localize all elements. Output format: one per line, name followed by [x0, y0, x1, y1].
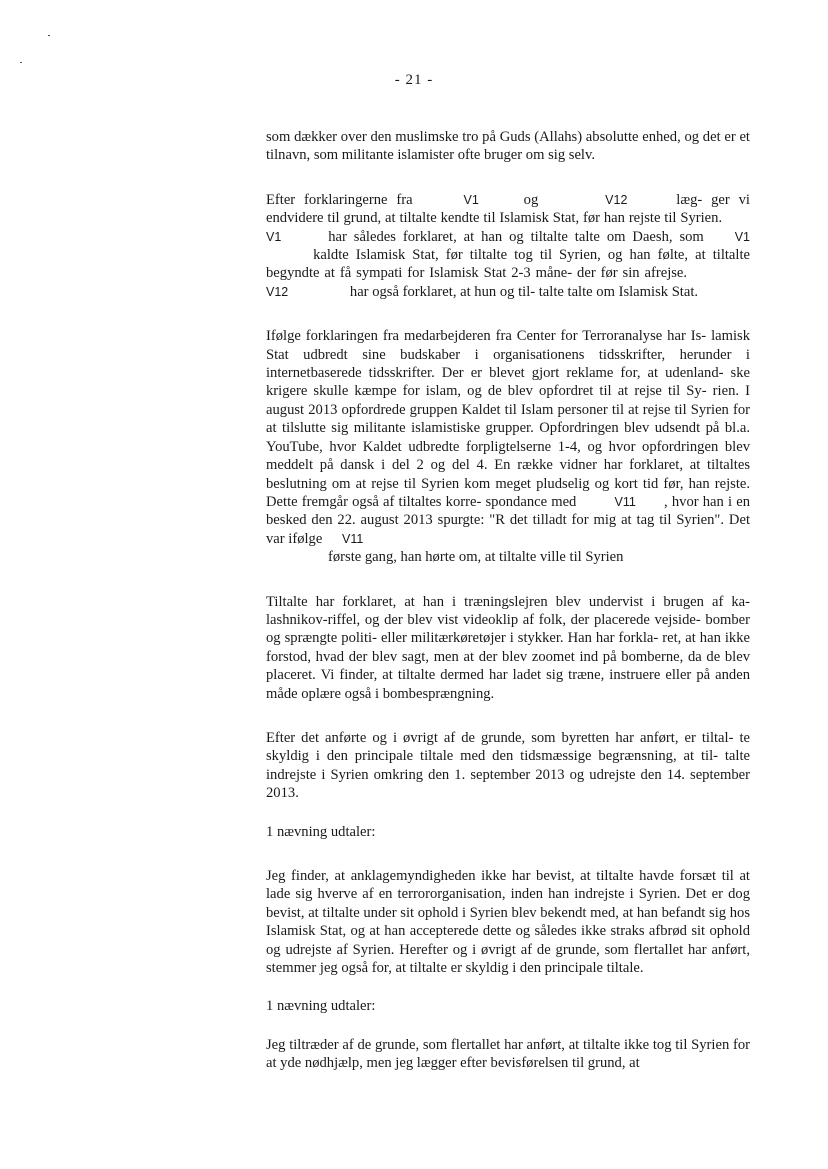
paragraph-1: som dækker over den muslimske tro på Guds (Allahs) absolutte enhed, og det er et tilnavn, som militante islamister ofte bruger om sig selv.	[266, 129, 750, 164]
paragraph-3	[266, 327, 750, 566]
paragraph-2	[266, 191, 750, 301]
text-segment: og	[523, 191, 539, 208]
juror-statement-heading: 1 nævning udtaler:	[266, 823, 376, 840]
text-segment: , hvor han i en besked den 22. august 2013 spurgte: "R det tilladt for mig at tag til Syrien". Det var ifølge	[266, 493, 750, 547]
paragraph-4: Tiltalte har forklaret, at han i træningslejren blev undervist i brugen af ka- lashnikov-riffel, og der blev vist videoklip af folk, der placerede vejside- bomber og sprængte politi- eller militærkøretøjer i stykker. Han har forkla- ret, at han ikke forstod, hvad der blev sagt, men at der blev zoomet ind på bomberne, da de blev placeret. Vi finder, at tiltalte dermed har ladet sig træne, instruere eller på anden måde oplære også i bombesprængning.	[266, 593, 750, 702]
text-segment: første gang, han hørte om, at tiltalte ville til Syrien	[328, 549, 624, 566]
redacted-code: V12	[605, 192, 628, 207]
paragraph-7: Jeg finder, at anklagemyndigheden ikke har bevist, at tiltalte havde forsæt til at lade sig hverve af en terrororganisation, inden han indrejste i Syrien. Det er dog bevist, at tiltalte under sit ophold i Syrien blev bekendt med, at han befandt sig hos Islamisk Stat, og at han accepterede dette og således ikke straks afbrød sit ophold og udrejste af Syrien. Herefter og i øvrigt af de grunde, som flertallet har anført, stemmer jeg også for, at tiltalte er skyldig i den principale tiltale.	[266, 868, 750, 977]
redacted-code: V11	[614, 494, 636, 509]
text-segment: Ifølge forklaringen fra medarbejderen fra Center for Terroranalyse har Is- lamisk Stat udbredt sine budskaber i organisationens tidsskrifter, herunder i internetbaserede tidsskrifter. Der er blevet gjort reklame for, at udenland- ske krigere skulle kæmpe for islam, og de blev opfordret til at rejse til Sy- rien. I august 2013 opfordrede gruppen Kaldet til Islam personer til at rejse til Syrien for at tilslutte sig militante islamistiske grupper. Opfordringen blev udsendt på bl.a. YouTube, hvor Kaldet udbredte forpligtelserne 1-4, og hvor opfordringen blev meddelt på dansk i del 2 og del 4. En række vidner har forklaret, at tiltaltes beslutning om at rejse til Syrien kom meget pludselig og kort tid før, han rejste. Dette fremgår også af tiltaltes korre- spondance med	[266, 328, 750, 510]
redacted-code: V11	[341, 531, 364, 546]
text-segment: læg- ger vi endvidere til grund, at tiltalte kendte til Islamisk Stat, før han rejste til Syrien.	[266, 191, 750, 227]
redacted-code: V12	[266, 284, 289, 299]
text-segment: har således forklaret, at han og tiltalte talte om Daesh, som	[328, 228, 704, 245]
redacted-code: V1	[734, 229, 750, 244]
text-segment: kaldte Islamisk Stat, før tiltalte tog til Syrien, og han følte, at tiltalte begyndte at få sympati for Islamisk Stat 2-3 måne- der før sin afrejse.	[266, 247, 750, 282]
text-segment: Efter forklaringerne fra	[266, 191, 413, 208]
text-segment: har også forklaret, at hun og til- talte talte om Islamisk Stat.	[349, 283, 699, 300]
redacted-code: V1	[463, 192, 479, 207]
redacted-code: V1	[266, 229, 282, 244]
scan-speck	[48, 35, 50, 36]
scan-speck	[20, 62, 22, 63]
paragraph-5: Efter det anførte og i øvrigt af de grunde, som byretten har anført, er tiltal- te skyldig i den principale tiltale med den tidsmæssige begrænsning, at til- talte indrejste i Syrien omkring den 1. september 2013 og udrejste den 14. september 2013.	[266, 729, 750, 802]
paragraph-9: Jeg tiltræder af de grunde, som flertallet har anført, at tiltalte ikke tog til Syrien for at yde nødhjælp, men jeg lægger efter bevisførelsen til grund, at	[266, 1036, 750, 1072]
page-number: - 21 -	[394, 72, 434, 88]
document-body	[266, 128, 750, 1093]
juror-statement-heading: 1 nævning udtaler:	[266, 998, 376, 1015]
